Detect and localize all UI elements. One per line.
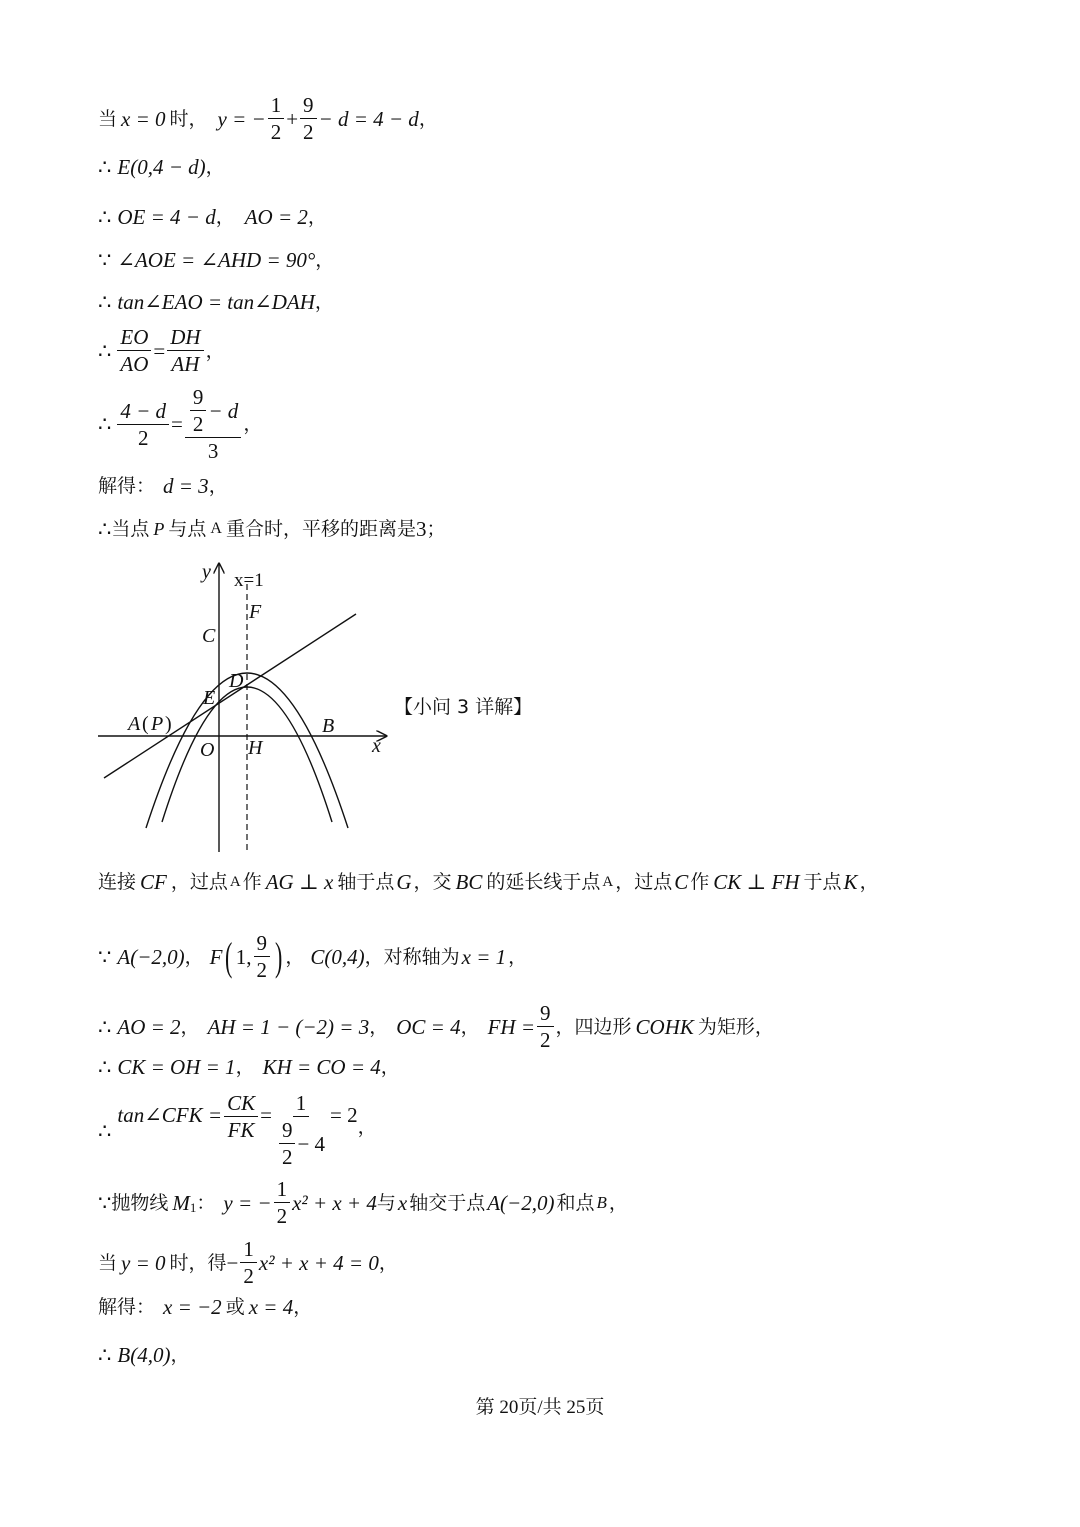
text: 作 xyxy=(690,871,710,893)
denominator: 3 xyxy=(207,439,219,463)
math: x² + x + 4 = 0 xyxy=(258,1250,379,1275)
text: ， xyxy=(243,413,263,435)
math: tan∠EAO = tan∠DAH xyxy=(117,290,315,314)
line-18 xyxy=(98,1340,189,1370)
text: ，对称轴为 xyxy=(364,945,460,968)
denominator: 2 xyxy=(303,120,314,144)
because-symbol: ∵ xyxy=(98,944,112,969)
math: CF xyxy=(140,870,167,894)
math: AO = 2 xyxy=(244,205,308,229)
math: − d xyxy=(208,398,239,423)
fraction xyxy=(268,92,285,145)
label-d: D xyxy=(229,670,244,692)
fraction xyxy=(117,398,169,451)
line-16 xyxy=(98,1236,398,1289)
line-1 xyxy=(98,92,438,145)
therefore-symbol: ∴ xyxy=(98,1343,112,1367)
math: x² + x + 4 xyxy=(292,1190,377,1215)
fraction xyxy=(537,1000,554,1053)
text: ，过点 xyxy=(170,871,228,893)
math: x = 0 xyxy=(121,106,166,131)
label-x: x xyxy=(372,735,381,757)
text: ， xyxy=(205,339,225,362)
line-ae xyxy=(104,614,356,778)
line-6 xyxy=(98,324,225,377)
math: x = −2 xyxy=(163,1295,222,1319)
text: 解得： xyxy=(98,475,156,497)
math: x xyxy=(397,1190,408,1215)
math: = 2 xyxy=(330,1103,358,1127)
text: ， xyxy=(205,156,225,178)
because-symbol: ∵ xyxy=(98,248,112,272)
math: F xyxy=(209,944,223,969)
text: 轴于点 xyxy=(337,871,395,893)
fraction xyxy=(274,1176,291,1229)
math: y = − xyxy=(217,106,266,131)
text: ： xyxy=(196,1191,216,1214)
text: 重合时，平移的距离是 xyxy=(225,518,416,540)
line-9 xyxy=(98,514,446,544)
therefore-symbol: ∴ xyxy=(98,1119,112,1143)
line-13 xyxy=(98,1052,400,1082)
text: ， xyxy=(357,1116,377,1138)
fraction xyxy=(254,930,271,983)
denominator: AO xyxy=(120,352,149,376)
text: ； xyxy=(426,518,446,540)
denominator: 2 xyxy=(256,958,268,982)
text: 解得： xyxy=(98,1296,156,1318)
text: ，交 xyxy=(413,871,452,893)
text: ， xyxy=(315,249,335,271)
line-4 xyxy=(98,245,334,275)
math: A xyxy=(602,874,614,890)
fraction xyxy=(300,92,317,145)
text: ， xyxy=(314,291,334,313)
denominator: 2 xyxy=(281,1145,293,1169)
text: ， xyxy=(418,107,438,130)
text: ， xyxy=(508,945,528,968)
text: 时，得 xyxy=(169,1251,227,1274)
line-5 xyxy=(98,287,334,317)
line-15 xyxy=(98,1176,628,1229)
math: y = 0 xyxy=(121,1250,166,1275)
numerator: 9 xyxy=(254,930,271,957)
numerator: 9 xyxy=(537,1000,554,1027)
numerator: 9 xyxy=(279,1117,296,1144)
text: 连接 xyxy=(98,871,137,893)
math: AO = 2 xyxy=(117,1014,181,1039)
math: KH = CO = 4 xyxy=(262,1055,381,1079)
math: = xyxy=(153,338,166,363)
numerator: 9 xyxy=(190,384,207,411)
numerator: 9 xyxy=(300,92,317,119)
page-footer: 第 20页/共 25页 xyxy=(475,1397,605,1418)
text: ， xyxy=(380,1056,400,1078)
denominator: 2 xyxy=(540,1028,551,1052)
math: = xyxy=(171,412,183,436)
parabola-graph xyxy=(96,556,396,856)
math: C xyxy=(674,870,689,894)
math: CK = OH = 1 xyxy=(117,1055,236,1079)
label-y: y xyxy=(202,561,211,583)
numerator: 1 xyxy=(293,1090,310,1117)
math: − d = 4 − d xyxy=(318,106,419,131)
label-x1: x=1 xyxy=(234,570,264,591)
denominator: AH xyxy=(171,352,200,376)
text: ，过点 xyxy=(615,871,673,893)
math: COHK xyxy=(635,1014,694,1039)
because-symbol: ∵ xyxy=(98,1190,112,1215)
section-heading: 【小问 3 详解】 xyxy=(394,696,533,718)
therefore-symbol: ∴ xyxy=(98,155,112,179)
text: 与点 xyxy=(168,518,207,540)
numerator: 1 xyxy=(268,92,285,119)
fraction xyxy=(117,324,151,377)
text: ， xyxy=(208,475,228,497)
text: ， xyxy=(460,1015,480,1038)
text: 当点 xyxy=(111,518,150,540)
text: ， xyxy=(285,945,305,968)
fraction xyxy=(279,1117,296,1170)
denominator: 2 xyxy=(276,1204,288,1228)
line-7 xyxy=(98,384,262,464)
line-2 xyxy=(98,152,225,182)
math: M xyxy=(172,1190,190,1215)
math: C(0,4) xyxy=(310,944,365,969)
denominator: 2 xyxy=(270,120,282,144)
math: AH = 1 − (−2) = 3 xyxy=(207,1014,370,1039)
denominator xyxy=(274,1117,328,1170)
text: 与 xyxy=(376,1191,396,1214)
text: ， xyxy=(235,1056,255,1078)
text: 当 xyxy=(98,107,118,130)
therefore-symbol: ∴ xyxy=(98,290,112,314)
math: CK ⊥ FH xyxy=(713,870,800,894)
text: 抛物线 xyxy=(111,1191,169,1214)
text: 作 xyxy=(242,871,262,893)
math: OE = 4 − d xyxy=(117,205,216,229)
text: 于点 xyxy=(803,871,842,893)
label-b: B xyxy=(322,715,335,737)
numerator: 1 xyxy=(240,1236,257,1263)
line-17 xyxy=(98,1292,312,1322)
math: − 4 xyxy=(297,1131,326,1156)
line-14 xyxy=(98,1090,377,1170)
math: = xyxy=(260,1103,272,1127)
text: 的延长线于点 xyxy=(486,871,601,893)
text: 当 xyxy=(98,1251,118,1274)
paren-close: ) xyxy=(275,933,283,979)
therefore-symbol: ∴ xyxy=(98,1055,112,1079)
text: 或 xyxy=(225,1296,245,1318)
fraction xyxy=(190,384,207,437)
line-3 xyxy=(98,202,327,232)
label-f: F xyxy=(249,601,262,623)
math: AG ⊥ x xyxy=(265,870,334,894)
math: A xyxy=(210,520,222,537)
compound-fraction xyxy=(274,1090,328,1170)
text: 为矩形， xyxy=(697,1015,774,1038)
math: A(−2,0) xyxy=(487,1190,555,1215)
denominator: 2 xyxy=(243,1264,254,1288)
math: A xyxy=(229,874,241,890)
text: ， xyxy=(184,945,204,968)
denominator: FK xyxy=(227,1118,255,1142)
math: B(4,0) xyxy=(117,1343,171,1367)
numerator: EO xyxy=(117,324,151,351)
compound-fraction xyxy=(185,384,241,464)
denominator: 2 xyxy=(137,425,149,450)
numerator: 1 xyxy=(274,1176,291,1203)
text: 时， xyxy=(169,107,208,130)
text: ， xyxy=(293,1296,313,1318)
math: d = 3 xyxy=(163,474,209,498)
math: 1, xyxy=(235,944,252,969)
numerator: 4 − d xyxy=(117,398,169,425)
denominator: 2 xyxy=(192,412,204,436)
math: + xyxy=(286,106,299,131)
label-a: A xyxy=(128,713,141,735)
math: y = − xyxy=(223,1190,272,1215)
line-12 xyxy=(98,1000,774,1053)
label-e: E xyxy=(203,687,216,709)
numerator: CK xyxy=(224,1090,258,1117)
text: ， xyxy=(180,1015,200,1038)
text: ， xyxy=(859,871,879,893)
label-h: H xyxy=(248,737,263,759)
text: ， xyxy=(608,1191,628,1214)
math: OC = 4 xyxy=(396,1014,461,1039)
math: B xyxy=(596,1192,607,1212)
fraction xyxy=(167,324,203,377)
math: x = 4 xyxy=(248,1295,294,1319)
math: G xyxy=(396,870,412,894)
math: tan∠CFK = xyxy=(117,1103,223,1127)
line-11 xyxy=(98,930,527,983)
math: ∠AOE = ∠AHD = 90° xyxy=(117,248,316,272)
math: x = 1 xyxy=(461,944,507,969)
therefore-symbol: ∴ xyxy=(98,517,112,541)
math: − xyxy=(226,1250,239,1275)
therefore-symbol: ∴ xyxy=(98,338,112,363)
therefore-symbol: ∴ xyxy=(98,1014,112,1039)
math: P xyxy=(153,519,165,539)
math: 3 xyxy=(415,517,427,541)
text: ， xyxy=(215,206,235,228)
fraction xyxy=(224,1090,258,1143)
math: E(0,4 − d) xyxy=(117,155,206,179)
label-paren-close: ) xyxy=(165,713,172,735)
math: BC xyxy=(455,870,483,894)
text: 和点 xyxy=(556,1191,595,1214)
therefore-symbol: ∴ xyxy=(98,412,112,436)
fraction xyxy=(240,1236,257,1289)
text: ，四边形 xyxy=(555,1015,632,1038)
numerator xyxy=(185,384,241,438)
paren-open: ( xyxy=(225,933,233,979)
text: ， xyxy=(369,1015,389,1038)
math: A(−2,0) xyxy=(117,944,185,969)
label-paren-open: ( xyxy=(142,713,149,735)
text: ， xyxy=(307,206,327,228)
text: ， xyxy=(170,1344,190,1366)
line-8 xyxy=(98,471,228,501)
math: 1 xyxy=(189,1200,197,1215)
text: 轴交于点 xyxy=(409,1191,486,1214)
label-p: P xyxy=(151,713,164,735)
label-o: O xyxy=(200,739,215,761)
math: FH = xyxy=(487,1014,536,1039)
line-10 xyxy=(98,867,879,897)
therefore-symbol: ∴ xyxy=(98,205,112,229)
text: ， xyxy=(378,1251,398,1274)
label-c: C xyxy=(202,625,216,647)
numerator: DH xyxy=(167,324,203,351)
math: K xyxy=(843,870,858,894)
